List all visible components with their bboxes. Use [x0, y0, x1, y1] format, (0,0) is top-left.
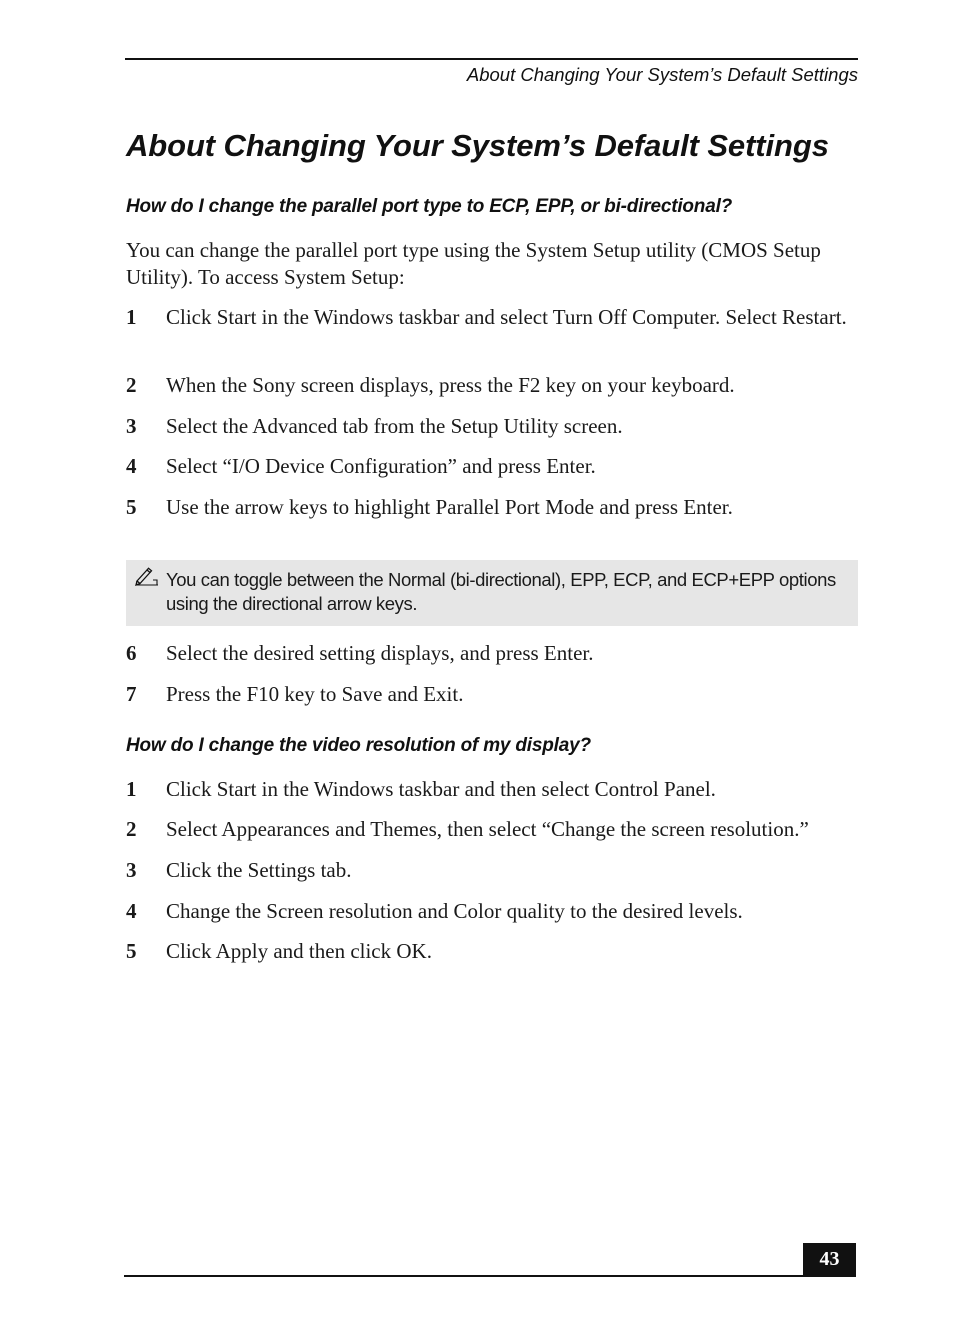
step-text: Click Start in the Windows taskbar and then select Control Panel. [166, 777, 716, 801]
step-text: Select Appearances and Themes, then select “Change the screen resolution.” [166, 817, 809, 841]
step-text: Click Apply and then click OK. [166, 939, 432, 963]
step-text: Change the Screen resolution and Color quality to the desired levels. [166, 899, 743, 923]
page-number: 43 [803, 1243, 856, 1276]
step-text: Select “I/O Device Configuration” and press Enter. [166, 454, 596, 478]
step-text: Select the desired setting displays, and press Enter. [166, 641, 594, 665]
page-title: About Changing Your System’s Default Settings [126, 128, 829, 163]
step-number: 4 [126, 899, 137, 923]
step-number: 6 [126, 641, 137, 665]
step-text: Use the arrow keys to highlight Parallel Port Mode and press Enter. [166, 495, 733, 519]
step-number: 1 [126, 777, 137, 801]
step-number: 1 [126, 305, 137, 329]
running-header: About Changing Your System’s Default Settings [466, 64, 858, 85]
step-text: When the Sony screen displays, press the F2 key on your keyboard. [166, 373, 735, 397]
step-text: Select the Advanced tab from the Setup Utility screen. [166, 414, 623, 438]
step-number: 3 [126, 414, 137, 438]
step-text: Click Start in the Windows taskbar and select Turn Off Computer. Select Restart. [166, 305, 847, 329]
intro-paragraph: You can change the parallel port type using the System Setup utility (CMOS Setup Utility). To access System Setup: [126, 238, 821, 289]
step-number: 2 [126, 373, 137, 397]
header-rule [125, 58, 858, 60]
step-number: 5 [126, 939, 137, 963]
note-text: You can toggle between the Normal (bi-directional), EPP, ECP, and ECP+EPP options using the directional arrow keys. [166, 569, 836, 614]
step-number: 7 [126, 682, 137, 706]
footer-rule [124, 1275, 856, 1277]
step-number: 2 [126, 817, 137, 841]
question-video-resolution: How do I change the video resolution of my display? [126, 735, 591, 756]
step-text: Press the F10 key to Save and Exit. [166, 682, 464, 706]
note-pencil-icon [134, 566, 160, 586]
question-parallel-port: How do I change the parallel port type to ECP, EPP, or bi-directional? [126, 196, 733, 217]
step-number: 3 [126, 858, 137, 882]
note-box [126, 560, 858, 626]
step-text: Click the Settings tab. [166, 858, 352, 882]
step-number: 5 [126, 495, 137, 519]
step-number: 4 [126, 454, 137, 478]
